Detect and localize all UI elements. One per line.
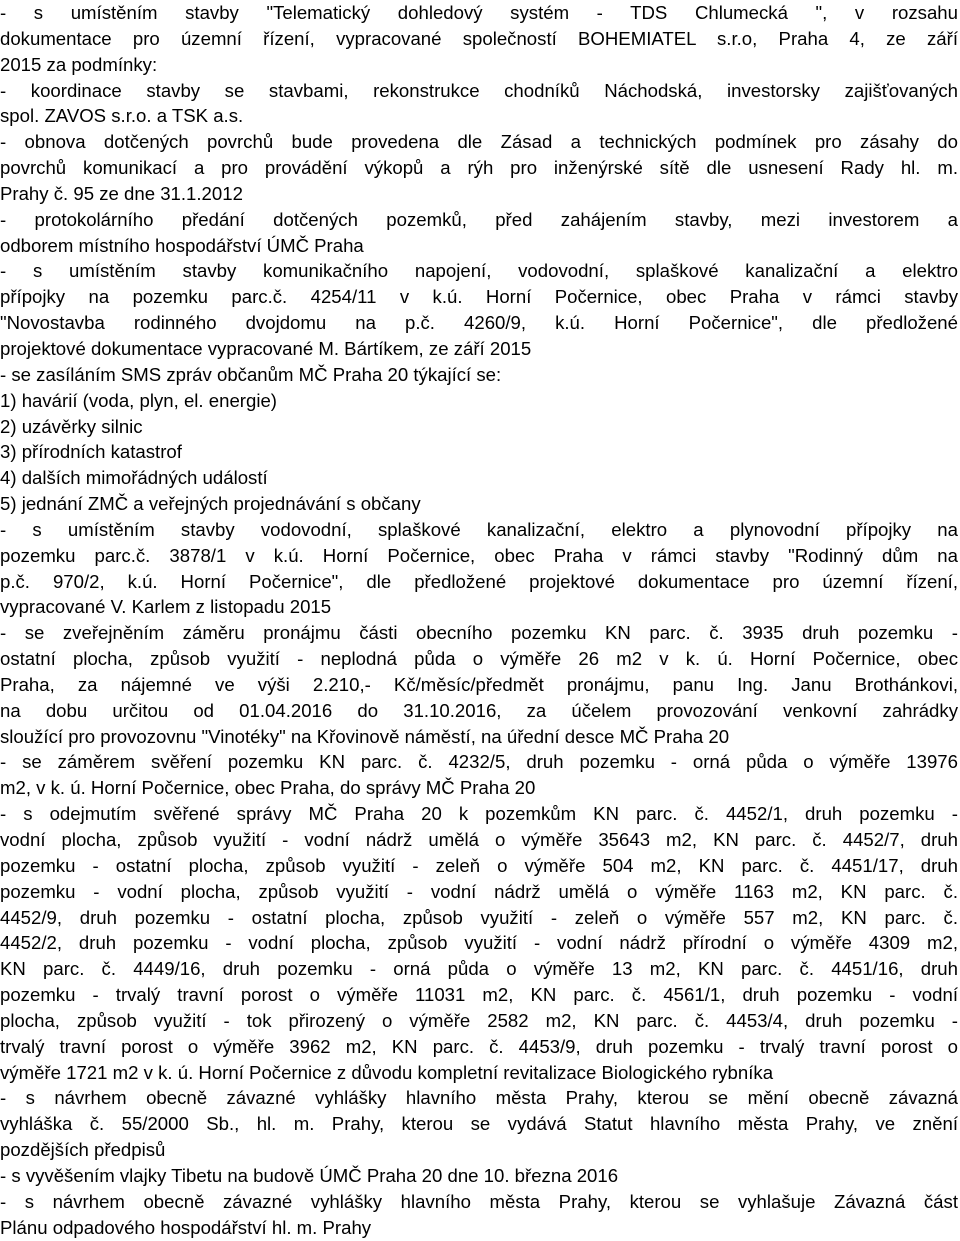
- text-line: plocha, způsob využití - tok přirozený o výměře 2582 m2, KN parc. č. 4453/4, druh pozemku -: [0, 1009, 958, 1031]
- text-line: p.č. 970/2, k.ú. Horní Počernice", dle předložené projektové dokumentace pro územní řízení,: [0, 570, 958, 592]
- text-line: 4) dalších mimořádných událostí: [0, 467, 268, 489]
- text-line: - koordinace stavby se stavbami, rekonstrukce chodníků Náchodská, investorsky zajišťovaných: [0, 79, 958, 101]
- text-line: projektové dokumentace vypracované M. Bártíkem, ze září 2015: [0, 337, 532, 359]
- text-line: Praha, za nájemné ve výši 2.210,- Kč/měsíc/předmět pronájmu, panu Ing. Janu Brothánkovi,: [0, 673, 958, 695]
- text-line: - se zasíláním SMS zpráv občanům MČ Praha 20 týkající se:: [0, 363, 502, 385]
- text-line: sloužící pro provozovnu "Vinotéky" na Křovinově náměstí, na úřední desce MČ Praha 20: [0, 725, 730, 747]
- text-line: vodní plocha, způsob využití - vodní nádrž umělá o výměře 35643 m2, KN parc. č. 4452/7, druh: [0, 829, 958, 850]
- text-line: pozemku - vodní plocha, způsob využití - vodní nádrž umělá o výměře 1163 m2, KN parc. č.: [0, 880, 958, 902]
- text-line: povrchů komunikací a pro provádění výkopů a rýh pro inženýrské sítě dle usnesení Rady hl. m.: [0, 157, 958, 179]
- text-line: 4452/9, druh pozemku - ostatní plocha, způsob využití - zeleň o výměře 557 m2, KN parc. č.: [0, 906, 958, 928]
- text-line: 5) jednání ZMČ a veřejných projednávání s občany: [0, 493, 421, 515]
- text-line: pozdějších předpisů: [0, 1139, 166, 1161]
- text-line: m2, v k. ú. Horní Počernice, obec Praha, do správy MČ Praha 20: [0, 777, 536, 799]
- text-line: dokumentace pro územní řízení, vypracované společností BOHEMIATEL s.r.o, Praha 4, ze září: [0, 27, 958, 49]
- text-line: vypracované V. Karlem z listopadu 2015: [0, 596, 332, 618]
- text-line: výměře 1721 m2 v k. ú. Horní Počernice z důvodu kompletní revitalizace Biologického rybníka: [0, 1061, 774, 1083]
- text-line: - se zveřejněním záměru pronájmu části obecního pozemku KN parc. č. 3935 druh pozemku -: [0, 622, 958, 644]
- text-line: Prahy č. 95 ze dne 31.1.2012: [0, 182, 243, 204]
- text-line: vyhláška č. 55/2000 Sb., hl. m. Prahy, kterou se vydává Statut hlavního města Prahy, ve znění: [0, 1113, 958, 1135]
- text-line: - s umístěním stavby komunikačního napojení, vodovodní, splaškové kanalizační a elektro: [0, 260, 958, 282]
- text-line: pozemku - ostatní plocha, způsob využití - zeleň o výměře 504 m2, KN parc. č. 4451/17, druh: [0, 854, 958, 876]
- text-line: pozemku - trvalý travní porost o výměře 11031 m2, KN parc. č. 4561/1, druh pozemku - vodní: [0, 984, 958, 1006]
- text-line: - s umístěním stavby vodovodní, splaškové kanalizační, elektro a plynovodní přípojky na: [0, 518, 958, 540]
- text-line: - s návrhem obecně závazné vyhlášky hlavního města Prahy, kterou se vyhlašuje Závazná část: [0, 1190, 958, 1212]
- text-line: - s umístěním stavby "Telematický dohledový systém - TDS Chlumecká ", v rozsahu: [0, 2, 958, 23]
- text-line: 2) uzávěrky silnic: [0, 415, 143, 437]
- text-line: - se záměrem svěření pozemku KN parc. č. 4232/5, druh pozemku - orná půda o výměře 13976: [0, 751, 958, 773]
- text-line: 4452/2, druh pozemku - vodní plocha, způsob využití - vodní nádrž přírodní o výměře 4309 m2,: [0, 932, 958, 954]
- text-line: 2015 za podmínky:: [0, 53, 158, 75]
- text-line: - s odejmutím svěřené správy MČ Praha 20 k pozemkům KN parc. č. 4452/1, druh pozemku -: [0, 803, 958, 825]
- text-line: - protokolárního předání dotčených pozemků, před zahájením stavby, mezi investorem a: [0, 208, 958, 230]
- text-line: spol. ZAVOS s.r.o. a TSK a.s.: [0, 105, 244, 127]
- text-line: ostatní plocha, způsob využití - neplodná půda o výměře 26 m2 v k. ú. Horní Počernice, obec: [0, 648, 958, 670]
- text-line: - s návrhem obecně závazné vyhlášky hlavního města Prahy, kterou se mění obecně závazná: [0, 1087, 958, 1109]
- text-line: "Novostavba rodinného dvojdomu na p.č. 4260/9, k.ú. Horní Počernice", dle předložené: [0, 312, 958, 334]
- text-line: - obnova dotčených povrchů bude provedena dle Zásad a technických podmínek pro zásahy do: [0, 131, 958, 153]
- text-line: přípojky na pozemku parc.č. 4254/11 v k.ú. Horní Počernice, obec Praha v rámci stavby: [0, 286, 958, 308]
- text-line: na dobu určitou od 01.04.2016 do 31.10.2016, za účelem provozování venkovní zahrádky: [0, 699, 958, 721]
- text-line: pozemku parc.č. 3878/1 v k.ú. Horní Počernice, obec Praha v rámci stavby "Rodinný dům na: [0, 544, 958, 566]
- text-line: 3) přírodních katastrof: [0, 441, 182, 463]
- text-line: KN parc. č. 4449/16, druh pozemku - orná půda o výměře 13 m2, KN parc. č. 4451/16, druh: [0, 958, 958, 980]
- text-line: Plánu odpadového hospodářství hl. m. Prahy: [0, 1216, 372, 1238]
- text-line: - s vyvěšením vlajky Tibetu na budově ÚMČ Praha 20 dne 10. března 2016: [0, 1164, 619, 1186]
- text-line: trvalý travní porost o výměře 3962 m2, KN parc. č. 4453/9, druh pozemku - trvalý travní porost o: [0, 1035, 958, 1057]
- text-line: 1) havárií (voda, plyn, el. energie): [0, 389, 277, 411]
- text-line: odborem místního hospodářství ÚMČ Praha: [0, 234, 364, 256]
